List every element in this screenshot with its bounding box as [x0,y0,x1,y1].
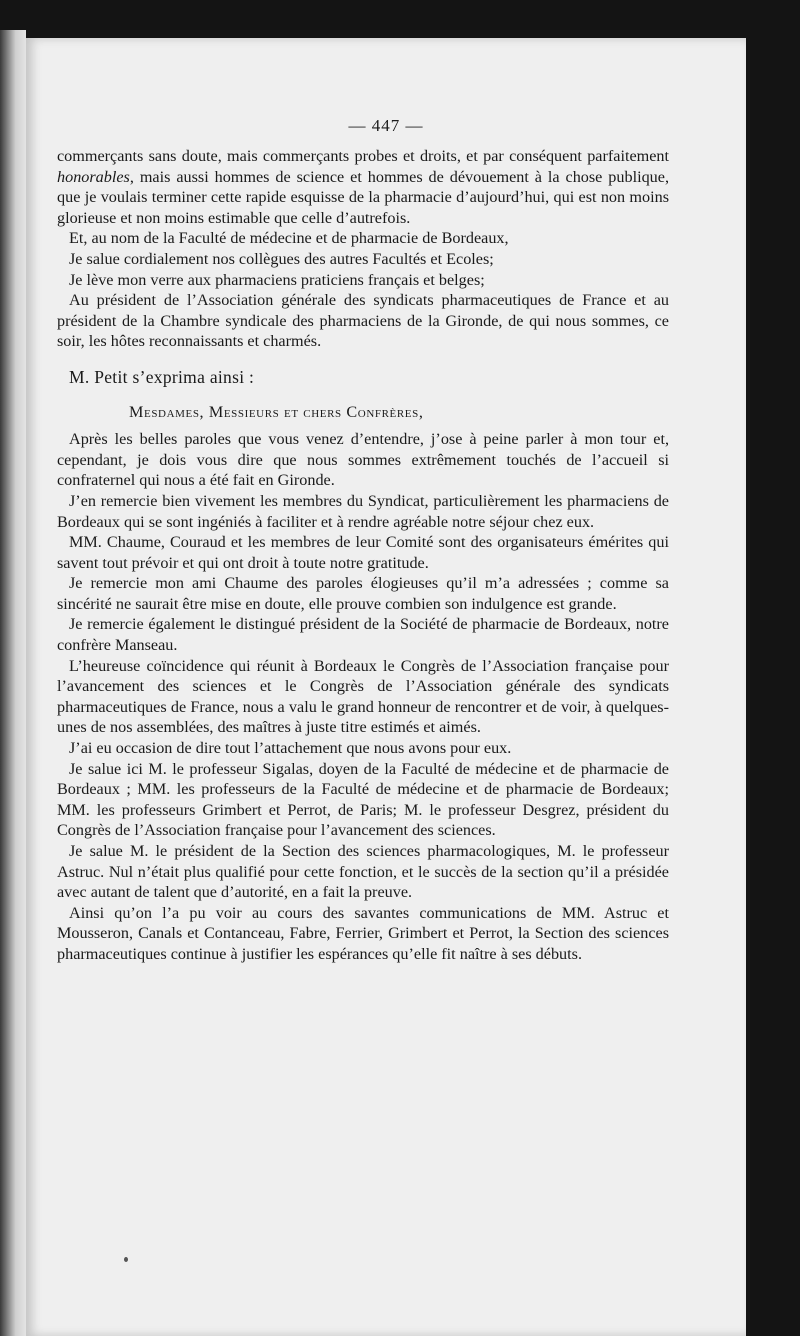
previous-page-edge [0,30,26,1336]
paragraph-text: , mais aussi hommes de science et hommes de dévouement à la chose publique, que je voulais terminer cette rapide esquisse de la pharmacie d’aujourd’hui, qui est non moins glorieuse et non moins estimable que celle d’autrefois. [57,167,669,227]
speech-paragraph: Ainsi qu’on l’a pu voir au cours des savantes communications de MM. Astruc et Mousseron, Canals et Contanceau, Fabre, Ferrier, Grimbert et Perrot, la Section des sciences pharmaceutiques continue à justifier les espérances qu’elle fit naître à ses débuts. [57,903,669,963]
body-text [57,146,669,965]
speech-paragraph: J’ai eu occasion de dire tout l’attachement que nous avons pour eux. [69,739,512,758]
paper-speck [124,1257,128,1262]
paragraph: Je salue cordialement nos collègues des autres Facultés et Ecoles; [69,249,494,268]
speech-paragraph: MM. Chaume, Couraud et les membres de leur Comité sont des organisateurs émérites qui savent tout prévoir et qui ont droit à toute notre gratitude. [57,533,669,572]
page-number: — 447 — [348,116,424,135]
italic-word: honorables [57,167,130,186]
speech-paragraph: Je remercie également le distingué président de la Société de pharmacie de Bordeaux, notre confrère Manseau. [57,615,669,655]
paragraph-continuation [57,146,669,228]
speech-paragraph: L’heureuse coïncidence qui réunit à Bordeaux le Congrès de l’Association française pour l’avancement des sciences et le Congrès de l’Association générale des syndicats pharmaceutiques de France, nous a valu le grand honneur de rencontrer et de voir, à quelques-unes de nos assemblées, des maîtres à juste titre estimés et aimés. [57,656,669,737]
salutation: Mesdames, Messieurs et chers Confrères, [129,402,424,421]
speech-paragraph: Je remercie mon ami Chaume des paroles élogieuses qu’il m’a adressées ; comme sa sincérité ne saurait être mise en doute, elle prouve combien son indulgence est grande. [57,574,669,613]
paragraph: Au président de l’Association générale des syndicats pharmaceutiques de France et au président de la Chambre syndicale des pharmaciens de la Gironde, de qui nous sommes, ce soir, les hôtes reconnaissants et charmés. [57,291,669,351]
speech-paragraph: Je salue M. le président de la Section des sciences pharmacologiques, M. le professeur Astruc. Nul n’était plus qualifié pour cette fonction, et le succès de la section qu’il a présidée avec autant de talent que d’autorité, en a fait la preuve. [57,842,669,902]
book-page [26,38,746,1336]
speech-paragraph: J’en remercie bien vivement les membres du Syndicat, particulièrement les pharmaciens de Bordeaux qui se sont ingéniés à faciliter et à rendre agréable notre séjour chez eux. [57,491,669,531]
speech-paragraph: Après les belles paroles que vous venez d’entendre, j’ose à peine parler à mon tour et, cependant, je dois vous dire que nous sommes extrêmement touchés de l’accueil si confraternel qui nous a été fait en Gironde. [57,430,669,490]
paragraph: Et, au nom de la Faculté de médecine et de pharmacie de Bordeaux, [69,229,509,248]
speech-paragraph: Je salue ici M. le professeur Sigalas, doyen de la Faculté de médecine et de pharmacie de Bordeaux ; MM. les professeurs de la Faculté de médecine et de pharmacie de Bordeaux; MM. les professeurs Grimbert et Perrot, de Paris; M. le professeur Desgrez, président du Congrès de l’Association française pour l’avancement des sciences. [57,759,669,840]
speaker-introduction: M. Petit s’exprima ainsi : [69,366,255,387]
paragraph: Je lève mon verre aux pharmaciens praticiens français et belges; [69,270,485,289]
paragraph-text: commerçants sans doute, mais commerçants probes et droits, et par conséquent parfaitement [57,147,669,165]
